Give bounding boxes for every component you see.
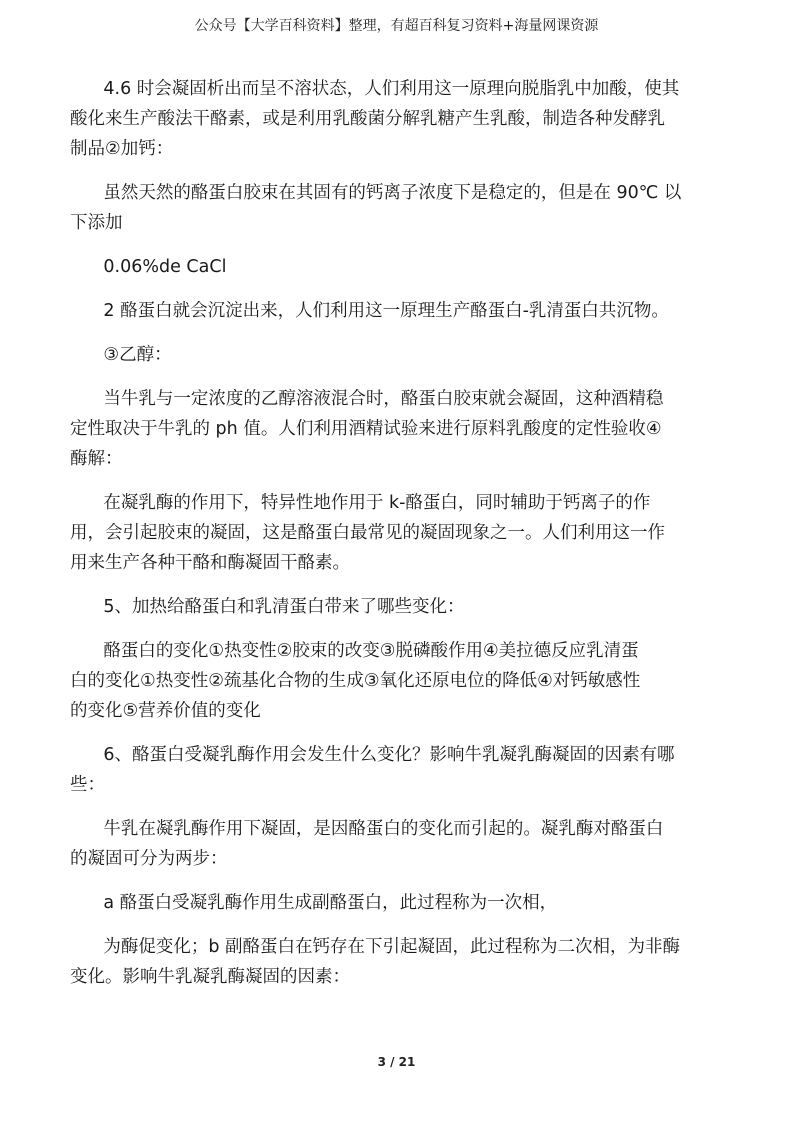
paragraph-line: 的凝固可分为两步： — [70, 849, 228, 869]
paragraph — [70, 74, 725, 164]
paragraph — [70, 340, 725, 370]
paragraph-line: ③乙醇： — [70, 345, 172, 365]
paragraph-line: 白的变化①热变性②巯基化合物的生成③氧化还原电位的降低④对钙敏感性 — [70, 671, 641, 691]
paragraph-line: 牛乳在凝乳酶作用下凝固，是因酪蛋白的变化而引起的。凝乳酶对酪蛋白 — [70, 819, 664, 839]
paragraph-line: 定性取决于牛乳的 ph 值。人们利用酒精试验来进行原料乳酸度的定性验收④ — [70, 419, 662, 439]
paragraph-line: 些： — [70, 775, 105, 795]
paragraph — [70, 814, 725, 874]
paragraph — [70, 384, 725, 474]
paragraph-line: 用，会引起胶束的凝固，这是酪蛋白最常见的凝固现象之一。人们利用这一作 — [70, 523, 665, 543]
paragraph — [70, 252, 725, 282]
paragraph — [70, 592, 725, 622]
paragraph-line: 4.6 时会凝固析出而呈不溶状态，人们利用这一原理向脱脂乳中加酸，使其 — [70, 79, 680, 99]
paragraph — [70, 888, 725, 918]
paragraph — [70, 740, 725, 800]
paragraph-line: 5、加热给酪蛋白和乳清蛋白带来了哪些变化： — [70, 597, 465, 617]
paragraph-line: a 酪蛋白受凝乳酶作用生成副酪蛋白，此过程称为一次相， — [70, 893, 558, 913]
paragraph-line: 用来生产各种干酪和酶凝固干酪素。 — [70, 553, 350, 573]
page-header: 公众号【大学百科资料】整理，有超百科复习资料+海量网课资源 — [194, 18, 599, 34]
paragraph-line: 2 酪蛋白就会沉淀出来，人们利用这一原理生产酪蛋白-乳清蛋白共沉物。 — [70, 301, 669, 321]
paragraph — [70, 178, 725, 238]
paragraph-line: 的变化⑤营养价值的变化 — [70, 701, 261, 721]
paragraph-line: 酪蛋白的变化①热变性②胶束的改变③脱磷酸作用④美拉德反应乳清蛋 — [70, 641, 639, 661]
paragraph-line: 下添加 — [70, 213, 123, 233]
paragraph — [70, 932, 725, 992]
document-body — [70, 74, 725, 1006]
paragraph-line: 当牛乳与一定浓度的乙醇溶液混合时，酪蛋白胶束就会凝固，这种酒精稳 — [70, 389, 664, 409]
paragraph-line: 0.06%de CaCl — [70, 257, 227, 277]
paragraph-line: 酶解： — [70, 449, 123, 469]
paragraph-line: 在凝乳酶的作用下，特异性地作用于 k-酪蛋白，同时辅助于钙离子的作 — [70, 493, 651, 513]
paragraph — [70, 296, 725, 326]
paragraph-line: 6、酪蛋白受凝乳酶作用会发生什么变化？影响牛乳凝乳酶凝固的因素有哪 — [70, 745, 675, 765]
paragraph-line: 为酶促变化；b 副酪蛋白在钙存在下引起凝固，此过程称为二次相，为非酶 — [70, 937, 681, 957]
paragraph-line: 变化。影响牛乳凝乳酶凝固的因素： — [70, 967, 350, 987]
paragraph-line: 酸化来生产酸法干酪素，或是利用乳酸菌分解乳糖产生乳酸，制造各种发酵乳 — [70, 109, 665, 129]
paragraph — [70, 636, 725, 726]
paragraph-line: 虽然天然的酪蛋白胶束在其固有的钙离子浓度下是稳定的，但是在 90℃ 以 — [70, 183, 682, 203]
paragraph — [70, 488, 725, 578]
paragraph-line: 制品②加钙： — [70, 139, 174, 159]
page-number: 3 / 21 — [377, 1055, 416, 1069]
